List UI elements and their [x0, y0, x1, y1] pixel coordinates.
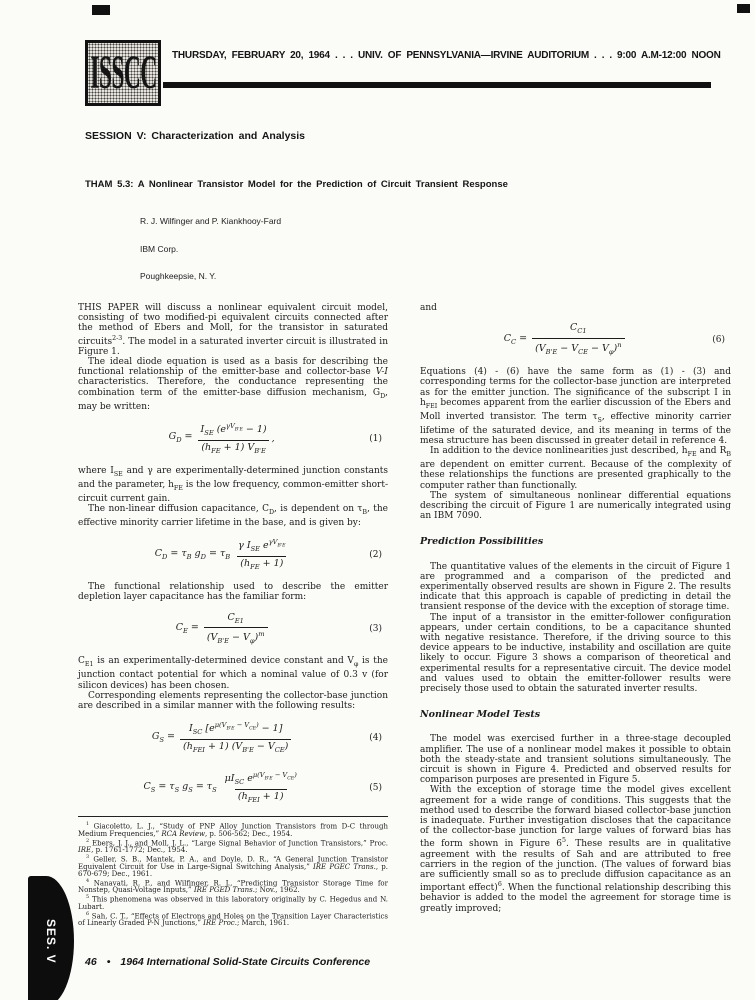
fraction-denominator: $(h_{FEI} + 1) (V_{B'E} - V_{CE})$: [180, 739, 291, 756]
body-paragraph: The model was exercised further in a three-stage decoupled amplifier. The use of a nonlinear model makes it possible to obtain both the steady-state and transient solutions simultaneously. The circuit is shown in Figure 4. Predicted and observed results for comparison purposes are presented in Figure 5.: [420, 734, 731, 786]
equation-1: [78, 421, 388, 457]
session-heading: SESSION V: Characterization and Analysis: [85, 130, 306, 142]
fraction-numerator: $I_{SE}$ $(e^{\gamma V_{B'E}} - 1)$: [200, 421, 267, 437]
body-paragraph: With the exception of storage time the model gives excellent agreement for a wide range of conditions. This suggests that the method used to describe the forward biased collector-base junction is inadequate. Further investigation discloses that the capacitance of the collector-base junction for large values of forward bias has the form shown in Figure $6^5$. These results are in qualitative agreement with the results of Sah and are attributed to free carriers in the region of the junction. (The values of forward bias are sufficiently small so as to preclude diffusion capacitance as an important effect)$^6$. When the functional relationship describing this behavior is added to the model the agreement for storage time is greatly improved;: [420, 785, 731, 914]
body-paragraph: The functional relationship used to describe the emitter depletion layer capacitance has the familiar form:: [78, 582, 388, 603]
isscc-logo: [85, 40, 161, 106]
body-paragraph: The system of simultaneous nonlinear differential equations describing the circuit of Figure 1 are numerically integrated using an IBM 7090.: [420, 490, 731, 522]
author-names: R. J. Wilfinger and P. Kiankhooy-Fard: [140, 216, 282, 226]
fraction-denominator: $(V_{B'E} - V_\varphi)^m$: [204, 627, 268, 647]
equation-number: (1): [369, 433, 382, 444]
footnote: $^3$ Geller, S. B., Mantek, P. A., and Doyle, D. R., “A General Junction Transistor Equivalent Circuit for Use in Large-Signal Switching Analysis,” IRE PGEC Trans., p. 670-679; Dec., 1961.: [78, 854, 388, 878]
fraction-denominator: $(h_{FEI} + 1)$: [235, 789, 287, 806]
header-rule: [163, 82, 711, 88]
scan-mark: [92, 5, 110, 15]
equation-body: [78, 720, 365, 756]
equation-lhs: $G_D$ =: [168, 431, 193, 445]
right-column: [420, 303, 731, 914]
session-tab-label: SES. V: [44, 918, 58, 964]
equation-body: [420, 322, 708, 358]
fraction-denominator: $(h_{FE} + 1)$: [237, 556, 286, 573]
fraction: [235, 537, 288, 573]
fraction: [180, 720, 291, 756]
fraction: [204, 612, 268, 648]
body-paragraph: The input of a transistor in the emitter-follower configuration appears, under certain conditions, to be a capacitance shunted with negative resistance. Therefore, if the driving source to this device appears to be inductive, instability and oscillation are quite likely to occur. Figure 3 shows a comparison of theoretical and experimental results for a representative circuit. The device model and values used to obtain the emitter-follower results were precisely those used to obtain the saturated inverter results.: [420, 612, 731, 695]
body-paragraph: The ideal diode equation is used as a basis for describing the functional relationship of the emitter-base and collector-base V-I characteristics. Therefore, the conductance representing the combination term of the emitter-base diffusion mechanism, $G_D$, may be written:: [78, 357, 388, 412]
left-column: [78, 303, 388, 927]
fraction-numerator: $I_{SC}$ $[e^{\mu(V_{B'E} - V_{CE})} - 1]$: [188, 721, 283, 737]
author-location: Poughkeepsie, N. Y.: [140, 271, 217, 281]
equation-number: (2): [369, 550, 382, 561]
fraction-denominator: $(V_{B'E} - V_{CE} - V_\varphi)^n$: [532, 338, 624, 358]
equation-body: [78, 421, 365, 457]
equation-number: (3): [369, 624, 382, 635]
equation-lhs: $G_S$ =: [151, 730, 176, 744]
fraction-denominator: $(h_{FE} + 1)$ $V_{B'E}$: [198, 440, 269, 457]
fraction-numerator: $C_{E1}$: [227, 611, 244, 625]
equation-number: (6): [712, 335, 725, 346]
footnote: $^5$ This phenomena was observed in this laboratory originally by C. Hegedus and N. Lubart.: [78, 894, 388, 911]
page-number: 46: [85, 956, 97, 968]
footnote: $^1$ Giacoletto, L. J., “Study of PNP Alloy Junction Transistors from D-C through Medium Frequencies,” RCA Review, p. 506-562; Dec., 1954.: [78, 821, 388, 838]
footnote: $^2$ Ebers, J. J., and Moll, J. L., “Large Signal Behavior of Junction Transistors,” Proc. IRE, p. 1761-1772; Dec., 1954.: [78, 837, 388, 855]
fraction-numerator: γ $I_{SE}$ $e^{\gamma V_{B'E}}$: [238, 538, 286, 554]
conference-header-strip: THURSDAY, FEBRUARY 20, 1964 . . . UNIV. OF PENNSYLVANIA—IRVINE AUDITORIUM . . . 9:00 A.M-12:00 NOON: [172, 50, 721, 61]
fraction-numerator: $\mu I_{SC}$ $e^{\mu(V_{B'E} - V_{CE})}$: [224, 771, 297, 787]
footnotes-block: [78, 816, 388, 927]
body-paragraph: $C_{E1}$ is an experimentally-determined device constant and $V_\varphi$ is the junction contact potential for which a nominal value of 0.3 v (for silicon devices) has been chosen.: [78, 656, 388, 691]
equation-3: [78, 612, 388, 648]
body-paragraph: Equations (4) - (6) have the same form as (1) - (3) and corresponding terms for the collector-base junction are interpreted as for the emitter junction. The significance of the subscript I in $h_{FEI}$ becomes apparent from the earlier discussion of the Ebers and Moll inverted transistor. The term $\tau_S$, effective minority carrier lifetime of the saturated device, and its meaning in terms of the mesa structure has been discussed in greater detail in reference 4.: [420, 367, 731, 446]
equation-number: (4): [369, 733, 382, 744]
equation-lhs: $C_S = \tau_S$ $g_S = \tau_S$: [143, 780, 217, 794]
equation-body: [78, 612, 365, 648]
footnote: $^6$ Sah, C. T., “Effects of Electrons and Holes on the Transition Layer Characteristics of Linearly Graded P-N Junctions,” IRE Proc.; March, 1961.: [78, 910, 388, 928]
conference-name: 1964 International Solid-State Circuits Conference: [120, 956, 371, 968]
section-heading-nonlinear-model-tests: Nonlinear Model Tests: [420, 709, 541, 721]
fraction: [222, 770, 300, 806]
fraction: [532, 322, 624, 358]
equation-lhs: $C_D = \tau_B$ $g_D = \tau_B$: [154, 547, 231, 561]
body-paragraph: The non-linear diffusion capacitance, $C_D$, is dependent on $\tau_B$, the effective minority carrier lifetime in the base, and is given by:: [78, 503, 389, 528]
paper-title: THAM 5.3: A Nonlinear Transistor Model for the Prediction of Circuit Transient Response: [85, 179, 508, 190]
equation-body: [78, 770, 365, 806]
isscc-logo-text: ISSCC: [89, 46, 157, 100]
body-paragraph: The quantitative values of the elements in the circuit of Figure 1 are programmed and a comparison of the predicted and experimentally observed results are shown in Figure 2. The results indicate that this approach is capable of predicting in detail the transient response of the device with the exception of storage time.: [420, 561, 731, 613]
equation-number: (5): [369, 783, 382, 794]
session-thumb-tab: [28, 876, 74, 1000]
scan-mark: [737, 4, 750, 13]
body-paragraph: In addition to the device nonlinearities just described, $h_{FE}$ and $R_B$ are dependent on emitter current. Because of the complexity of these relationships the functions are presented graphically to the computer rather than functionally.: [420, 446, 731, 491]
equation-tail: ,: [271, 433, 275, 445]
equation-5: [78, 770, 388, 806]
author-block: [140, 216, 281, 299]
footer-bullet: •: [106, 956, 111, 968]
body-paragraph: THIS PAPER will discuss a nonlinear equivalent circuit model, consisting of two modified-pi equivalent circuits connected after the method of Ebers and Moll, for the transistor in saturated circuits$^{2-3}$. The model in a saturated inverter circuit is illustrated in Figure 1.: [78, 303, 388, 357]
fraction-numerator: $C_{C1}$: [570, 322, 587, 336]
section-heading-prediction-possibilities: Prediction Possibilities: [420, 536, 544, 548]
connector-word: and: [420, 303, 437, 313]
equation-lhs: $C_C$ =: [503, 332, 528, 346]
equation-lhs: $C_E$ =: [175, 622, 199, 635]
equation-2: [78, 537, 388, 573]
equation-body: [78, 537, 365, 573]
footnote: $^4$ Nanavati, R. P., and Wilfinger, R. J., “Predicting Transistor Storage Time for Nonstep, Quasi-Voltage Inputs,” IRE PGED Trans.; Nov., 1962.: [78, 877, 388, 895]
fraction: [198, 421, 270, 457]
page-footer: [85, 956, 370, 968]
body-paragraph: where $I_{SE}$ and γ are experimentally-determined junction constants and the parameter, $h_{FE}$ is the low frequency, common-emitter short-circuit current gain.: [78, 465, 388, 504]
author-affiliation: IBM Corp.: [140, 243, 179, 254]
equation-4: [78, 720, 388, 756]
equation-6: [420, 322, 731, 358]
body-paragraph: Corresponding elements representing the collector-base junction are described in a similar manner with the following results:: [78, 690, 388, 712]
